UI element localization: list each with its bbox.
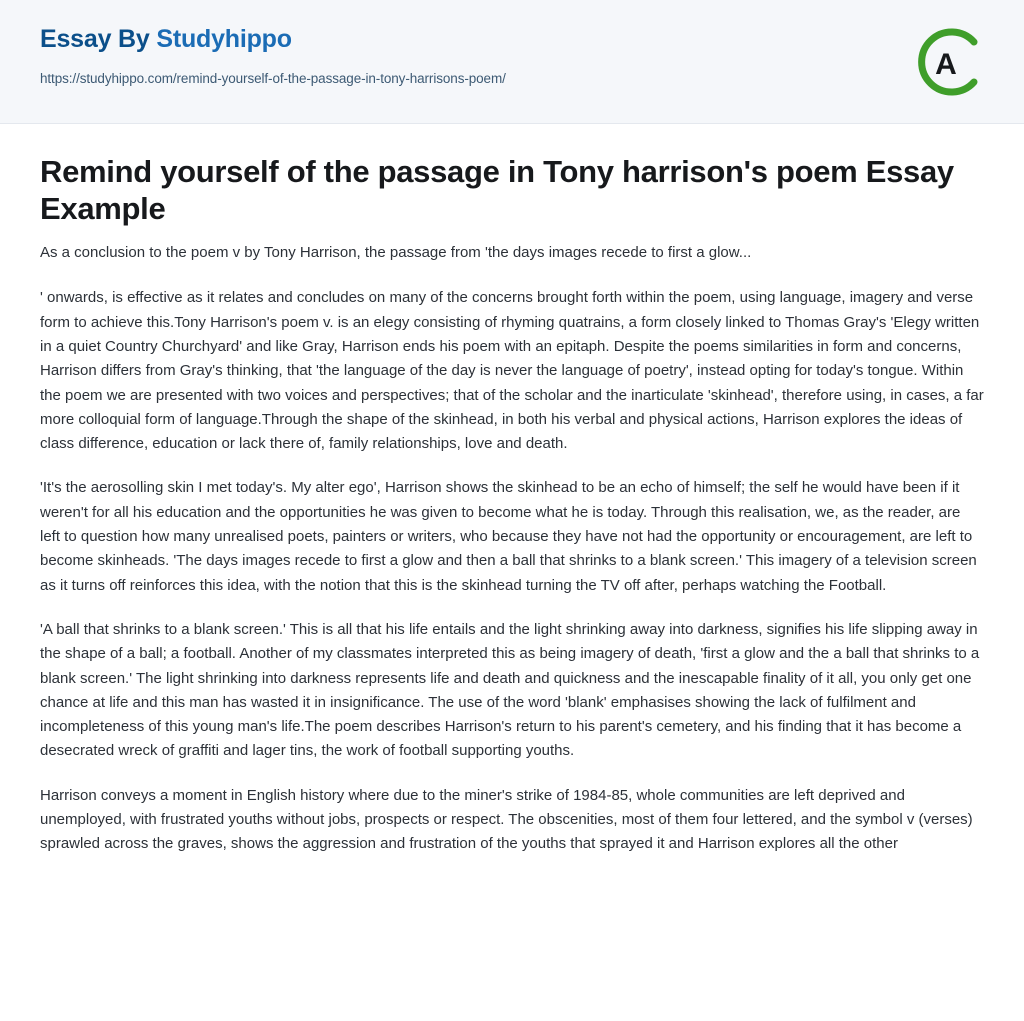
article-paragraph: ' onwards, is effective as it relates and concludes on many of the concerns brought forth within the poem, using language, imagery and verse form to achieve this.Tony Harrison's poem v. is an elegy consisting of rhyming quatrains, a form closely linked to Thomas Gray's 'Elegy written in a quiet Country Churchyard' and like Gray, Harrison ends his poem with an epitaph. Despite the poems similarities in form and concerns, Harrison differs from Gray's thinking, that 'the language of the day is never the language of poetry', instead opting for today's tongue. Within the poem we are presented with two voices and perspectives; that of the scholar and the inarticulate 'skinhead', therefore using, in cases, a far more colloquial form of language.Through the shape of the skinhead, in both his verbal and physical actions, Harrison explores the ideas of class difference, education or lack there of, family relationships, love and death. xyxy=(40,289,984,453)
article-body xyxy=(0,124,1024,901)
site-header xyxy=(0,0,1024,124)
source-url-link[interactable]: https://studyhippo.com/remind-yourself-of-the-passage-in-tony-harrisons-poem/ xyxy=(40,70,506,86)
svg-text:A: A xyxy=(935,48,957,81)
site-brand xyxy=(40,26,984,54)
article-paragraph: 'A ball that shrinks to a blank screen.' This is all that his life entails and the light shrinking away into darkness, signifies his life slipping away in the shape of a ball; a football. Another of my classmates interpreted this as being imagery of death, 'first a glow and the a ball that shrinks to a blank screen.' The light shrinking into darkness represents life and death and quickness and the inescapable finality of it all, you only get one chance at life and this man has wasted it in insignificance. The use of the word 'blank' emphasises showing the lack of fulfilment and incompleteness of this young man's life.The poem describes Harrison's return to his parent's cemetery, and his finding that it has become a desecrated wreck of graffiti and lager tins, the work of football supporting youths. xyxy=(40,620,980,760)
article-lede: As a conclusion to the poem v by Tony Harrison, the passage from 'the days images recede to first a glow... xyxy=(40,244,752,262)
studyhippo-logo-icon xyxy=(906,22,986,102)
page-title: Remind yourself of the passage in Tony harrison's poem Essay Example xyxy=(40,154,954,226)
brand-light-text: Studyhippo xyxy=(156,25,292,53)
brand-strong-text: Essay By xyxy=(40,25,157,53)
article-paragraph: Harrison conveys a moment in English history where due to the miner's strike of 1984-85, whole communities are left deprived and unemployed, with frustrated youths without jobs, prospects or respect. The obscenities, most of them four lettered, and the symbol v (verses) sprawled across the graves, shows the aggression and frustration of the youths that sprayed it and Harrison explores all the other xyxy=(40,786,973,853)
article-paragraph: 'It's the aerosolling skin I met today's. My alter ego', Harrison shows the skinhead to be an echo of himself; the self he would have been if it weren't for all his education and the opportunities he was given to become what he is today. Through this realisation, we, as the reader, are left to question how many unrealised poets, painters or writers, who because they have not had the opportunity or encouragement, are left to become skinheads. 'The days images recede to first a glow and then a ball that shrinks to a blank screen.' This imagery of a television screen as it turns off reinforces this idea, with the notion that this is the skinhead turning the TV off after, perhaps watching the Football. xyxy=(40,479,977,594)
